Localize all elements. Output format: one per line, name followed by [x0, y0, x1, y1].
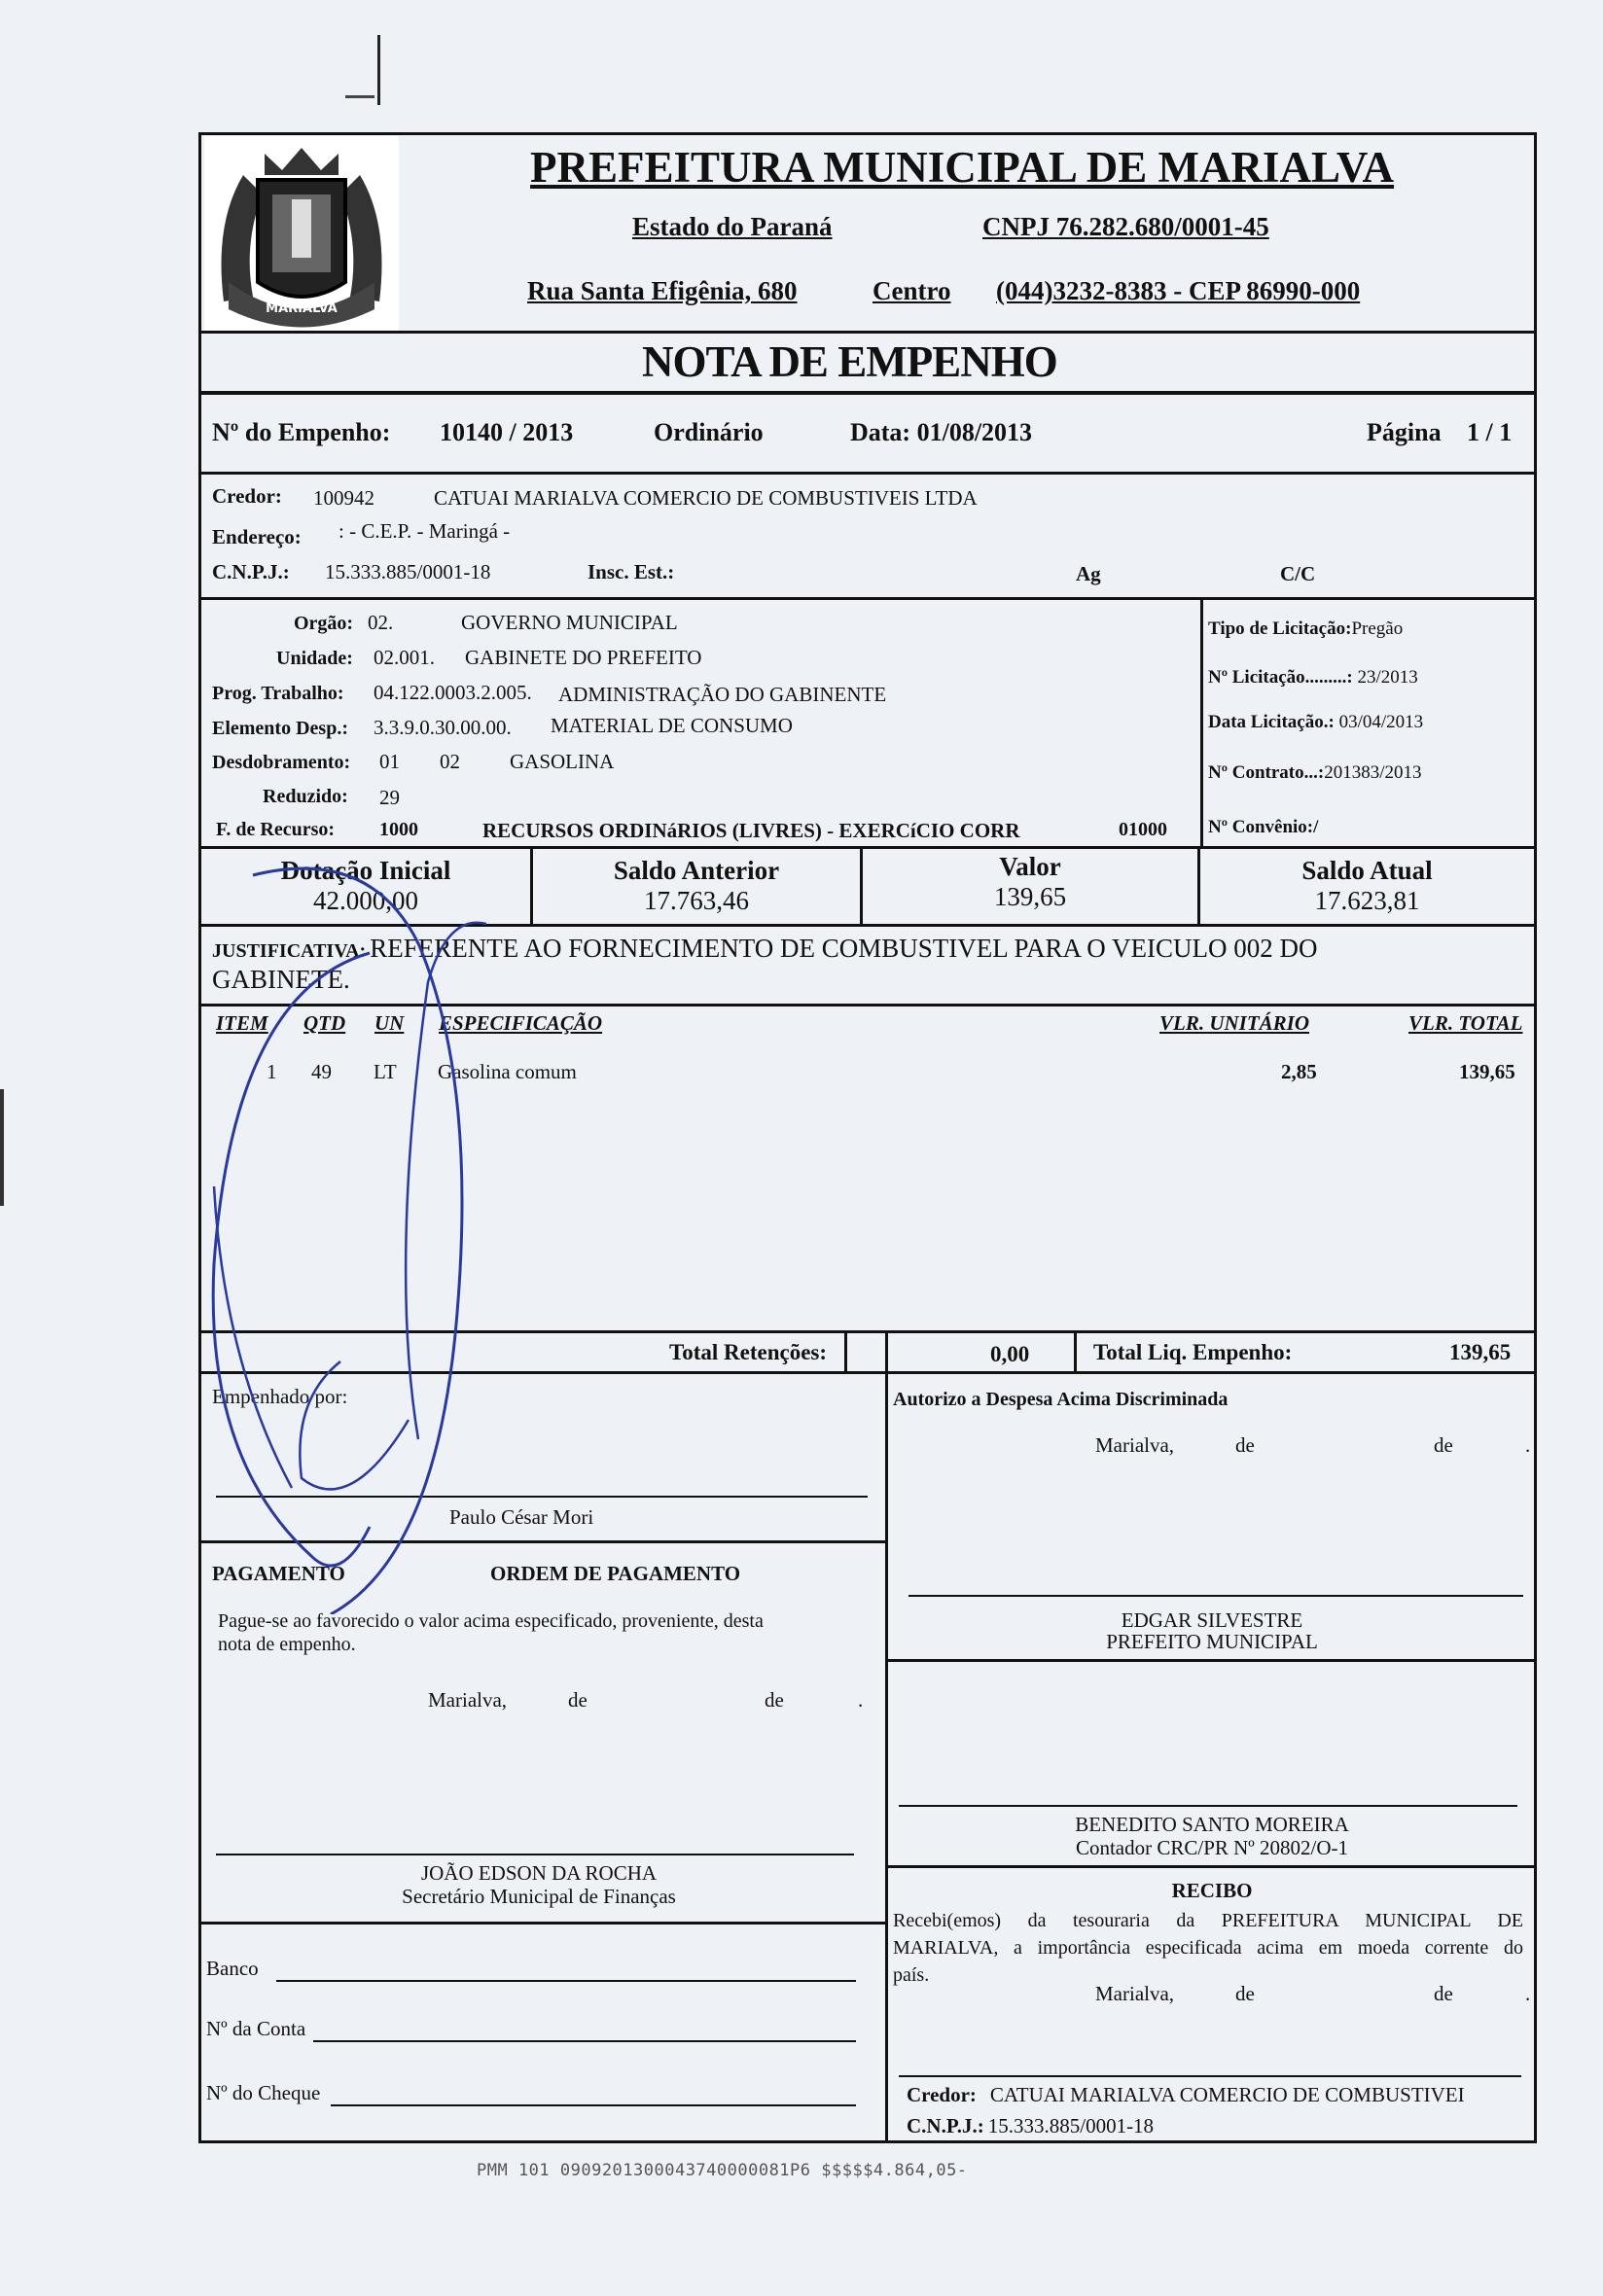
pagamento-text1: Pague-se ao favorecido o valor acima especificado, proveniente, desta — [218, 1610, 764, 1632]
autorizo-de1: de — [1235, 1433, 1255, 1457]
recibo-credor-label: Credor: — [907, 2083, 977, 2106]
footer-code: PMM 101 0909201300043740000081P6 $$$$$4.864,05- — [477, 2161, 968, 2180]
balance-valor — [863, 852, 1197, 912]
credor-cnpj: 15.333.885/0001-18 — [325, 560, 491, 583]
recurso-name: RECURSOS ORDINáRIOS (LIVRES) - EXERCíCIO CORR — [482, 819, 1020, 842]
orgao-name: GOVERNO MUNICIPAL — [461, 611, 678, 634]
empenho-label: Nº do Empenho: — [212, 418, 391, 446]
licitacao-tipo — [1208, 618, 1403, 640]
cc-label: C/C — [1280, 562, 1316, 585]
licitacao-contrato — [1208, 762, 1421, 784]
reduzido-label: Reduzido: — [263, 786, 348, 807]
page-number: 1 / 1 — [1467, 418, 1513, 446]
item-un: LT — [374, 1060, 397, 1083]
credor-label: Credor: — [212, 484, 282, 508]
pagamento-dot: . — [858, 1688, 864, 1712]
empenho-date: Data: 01/08/2013 — [850, 418, 1033, 446]
recibo-de2: de — [1434, 1982, 1453, 2005]
empenhado-signer: Paulo César Mori — [449, 1505, 594, 1529]
header-title: PREFEITURA MUNICIPAL DE MARIALVA — [530, 143, 1395, 192]
col-total: VLR. TOTAL — [1408, 1011, 1523, 1035]
recibo-place: Marialva, — [1095, 1982, 1175, 2005]
pagamento-label: PAGAMENTO — [212, 1562, 345, 1585]
justificativa-label: JUSTIFICATIVA: — [212, 940, 367, 962]
desdobramento-label: Desdobramento: — [212, 752, 351, 773]
prog-label: Prog. Trabalho: — [212, 683, 344, 704]
insc-label: Insc. Est.: — [588, 560, 675, 583]
licitacao-data — [1208, 712, 1423, 733]
desdobramento-a: 01 — [379, 750, 400, 773]
unidade-name: GABINETE DO PREFEITO — [465, 646, 702, 669]
balance-label: Valor — [999, 852, 1061, 881]
handwritten-signature — [195, 856, 681, 1614]
empenho-number: 10140 / 2013 — [440, 418, 574, 446]
data-label: Data Licitação.: — [1208, 712, 1335, 732]
liquido-label: Total Liq. Empenho: — [1093, 1340, 1293, 1364]
item-qtd: 49 — [311, 1060, 332, 1083]
elemento-label: Elemento Desp.: — [212, 718, 348, 739]
header-phone-cep: (044)3232-8383 - CEP 86990-000 — [996, 276, 1361, 305]
autorizo-title: Autorizo a Despesa Acima Discriminada — [893, 1389, 1229, 1410]
svg-text:MARIALVA: MARIALVA — [266, 301, 338, 316]
balance-value: 17.763,46 — [644, 886, 749, 915]
item-spec: Gasolina comum — [438, 1060, 577, 1083]
scan-mark — [377, 35, 380, 105]
balance-label: Saldo Anterior — [613, 856, 780, 885]
pagamento-place: Marialva, — [428, 1688, 508, 1712]
recibo-cnpj — [907, 2114, 1154, 2138]
liquido-value: 139,65 — [1449, 1340, 1512, 1364]
autorizo-signer: EDGAR SILVESTRE — [1121, 1608, 1303, 1632]
header-district: Centro — [873, 276, 951, 305]
licitacao-numero — [1208, 667, 1418, 689]
recibo-credor — [907, 2083, 1465, 2107]
elemento-name: MATERIAL DE CONSUMO — [551, 714, 793, 737]
pagamento-role: Secretário Municipal de Finanças — [402, 1885, 676, 1908]
recibo-credor-name: CATUAI MARIALVA COMERCIO DE COMBUSTIVEI — [989, 2083, 1465, 2106]
header-address: Rua Santa Efigênia, 680 — [527, 276, 798, 305]
reduzido-value: 29 — [379, 786, 400, 809]
recurso-ref: 01000 — [1119, 819, 1167, 840]
balance-label: Dotação Inicial — [280, 856, 451, 885]
contrato-label: Nº Contrato...: — [1208, 762, 1325, 783]
municipal-crest — [204, 136, 399, 331]
empenho-type: Ordinário — [654, 418, 764, 446]
pagamento-text2: nota de empenho. — [218, 1634, 356, 1655]
retencoes-label: Total Retenções: — [669, 1340, 828, 1364]
unidade-label: Unidade: — [276, 648, 353, 669]
item-number: 1 — [267, 1060, 277, 1083]
col-qtd: QTD — [303, 1011, 346, 1035]
crest-icon — [204, 136, 399, 331]
desdobramento-name: GASOLINA — [510, 750, 615, 773]
col-un: UN — [374, 1011, 405, 1035]
unidade-code: 02.001. — [374, 646, 435, 669]
col-item: ITEM — [216, 1011, 268, 1035]
recibo-cnpj-value: 15.333.885/0001-18 — [987, 2114, 1155, 2137]
autorizo-role: PREFEITO MUNICIPAL — [1106, 1630, 1318, 1653]
scan-mark — [345, 95, 374, 98]
pagamento-de2: de — [765, 1688, 784, 1712]
conta-label: Nº da Conta — [206, 2017, 306, 2040]
autorizo-dot: . — [1525, 1433, 1531, 1457]
doc-title: NOTA DE EMPENHO — [642, 337, 1057, 386]
scan-mark — [0, 1089, 4, 1206]
pagamento-title: ORDEM DE PAGAMENTO — [490, 1562, 741, 1585]
pagamento-de1: de — [568, 1688, 588, 1712]
empenhado-label: Empenhado por: — [212, 1385, 348, 1408]
ag-label: Ag — [1076, 562, 1101, 585]
header-state: Estado do Paraná — [632, 212, 833, 241]
prog-code: 04.122.0003.2.005. — [374, 681, 532, 704]
contrato-value: 201383/2013 — [1324, 762, 1422, 783]
col-spec: ESPECIFICAÇÃO — [439, 1011, 603, 1035]
cnpj-label: C.N.P.J.: — [212, 560, 290, 583]
data-value: 03/04/2013 — [1338, 712, 1424, 732]
orgao-code: 02. — [368, 611, 394, 634]
cheque-label: Nº do Cheque — [206, 2081, 321, 2104]
balance-value: 17.623,81 — [1314, 886, 1420, 915]
tipo-value: Pregão — [1351, 618, 1404, 639]
balance-value: 139,65 — [993, 882, 1067, 911]
header-cnpj: CNPJ 76.282.680/0001-45 — [982, 212, 1269, 241]
recibo-dot: . — [1525, 1982, 1531, 2005]
banco-label: Banco — [206, 1957, 259, 1980]
licitacao-convenio: Nº Convênio:/ — [1208, 817, 1319, 837]
retencoes-value: 0,00 — [990, 1342, 1030, 1366]
recibo-text2: MARIALVA, a importância especificada acima em moeda corrente do — [893, 1937, 1523, 1959]
recurso-label: F. de Recurso: — [216, 819, 336, 840]
item-unit-price: 2,85 — [1281, 1060, 1317, 1083]
credor-address: : - C.E.P. - Maringá - — [338, 519, 511, 543]
desdobramento-b: 02 — [440, 750, 460, 773]
page-label: Página — [1367, 418, 1442, 446]
contador-role: Contador CRC/PR Nº 20802/O-1 — [1075, 1836, 1349, 1859]
recibo-text1: Recebi(emos) da tesouraria da PREFEITURA MUNICIPAL DE — [893, 1910, 1523, 1931]
tipo-label: Tipo de Licitação: — [1208, 618, 1352, 639]
balance-value: 42.000,00 — [313, 886, 418, 915]
orgao-label: Orgão: — [294, 613, 354, 634]
balance-label: Saldo Atual — [1301, 856, 1433, 885]
autorizo-de2: de — [1434, 1433, 1453, 1457]
address-label: Endereço: — [212, 525, 302, 548]
item-total: 139,65 — [1459, 1060, 1515, 1083]
balance-saldo-atual — [1200, 856, 1534, 916]
justificativa-text: REFERENTE AO FORNECIMENTO DE COMBUSTIVEL PARA O VEICULO 002 DO — [370, 934, 1318, 963]
recibo-text3: país. — [893, 1964, 930, 1986]
contador-signer: BENEDITO SANTO MOREIRA — [1075, 1813, 1349, 1836]
recibo-title: RECIBO — [1171, 1879, 1253, 1902]
credor-name: CATUAI MARIALVA COMERCIO DE COMBUSTIVEIS LTDA — [434, 486, 978, 510]
numero-value: 23/2013 — [1357, 667, 1418, 688]
numero-label: Nº Licitação.........: — [1208, 667, 1353, 688]
elemento-code: 3.3.9.0.30.00.00. — [374, 716, 512, 739]
recibo-de1: de — [1235, 1982, 1255, 2005]
credor-code: 100942 — [313, 486, 374, 510]
col-unit-price: VLR. UNITÁRIO — [1159, 1011, 1310, 1035]
recibo-cnpj-label: C.N.P.J.: — [907, 2114, 984, 2137]
autorizo-place: Marialva, — [1095, 1433, 1175, 1457]
justificativa-line2: GABINETE. — [212, 965, 350, 994]
recurso-code: 1000 — [379, 819, 418, 840]
pagamento-signer: JOÃO EDSON DA ROCHA — [420, 1861, 658, 1885]
prog-name: ADMINISTRAÇÃO DO GABINENTE — [558, 683, 887, 706]
